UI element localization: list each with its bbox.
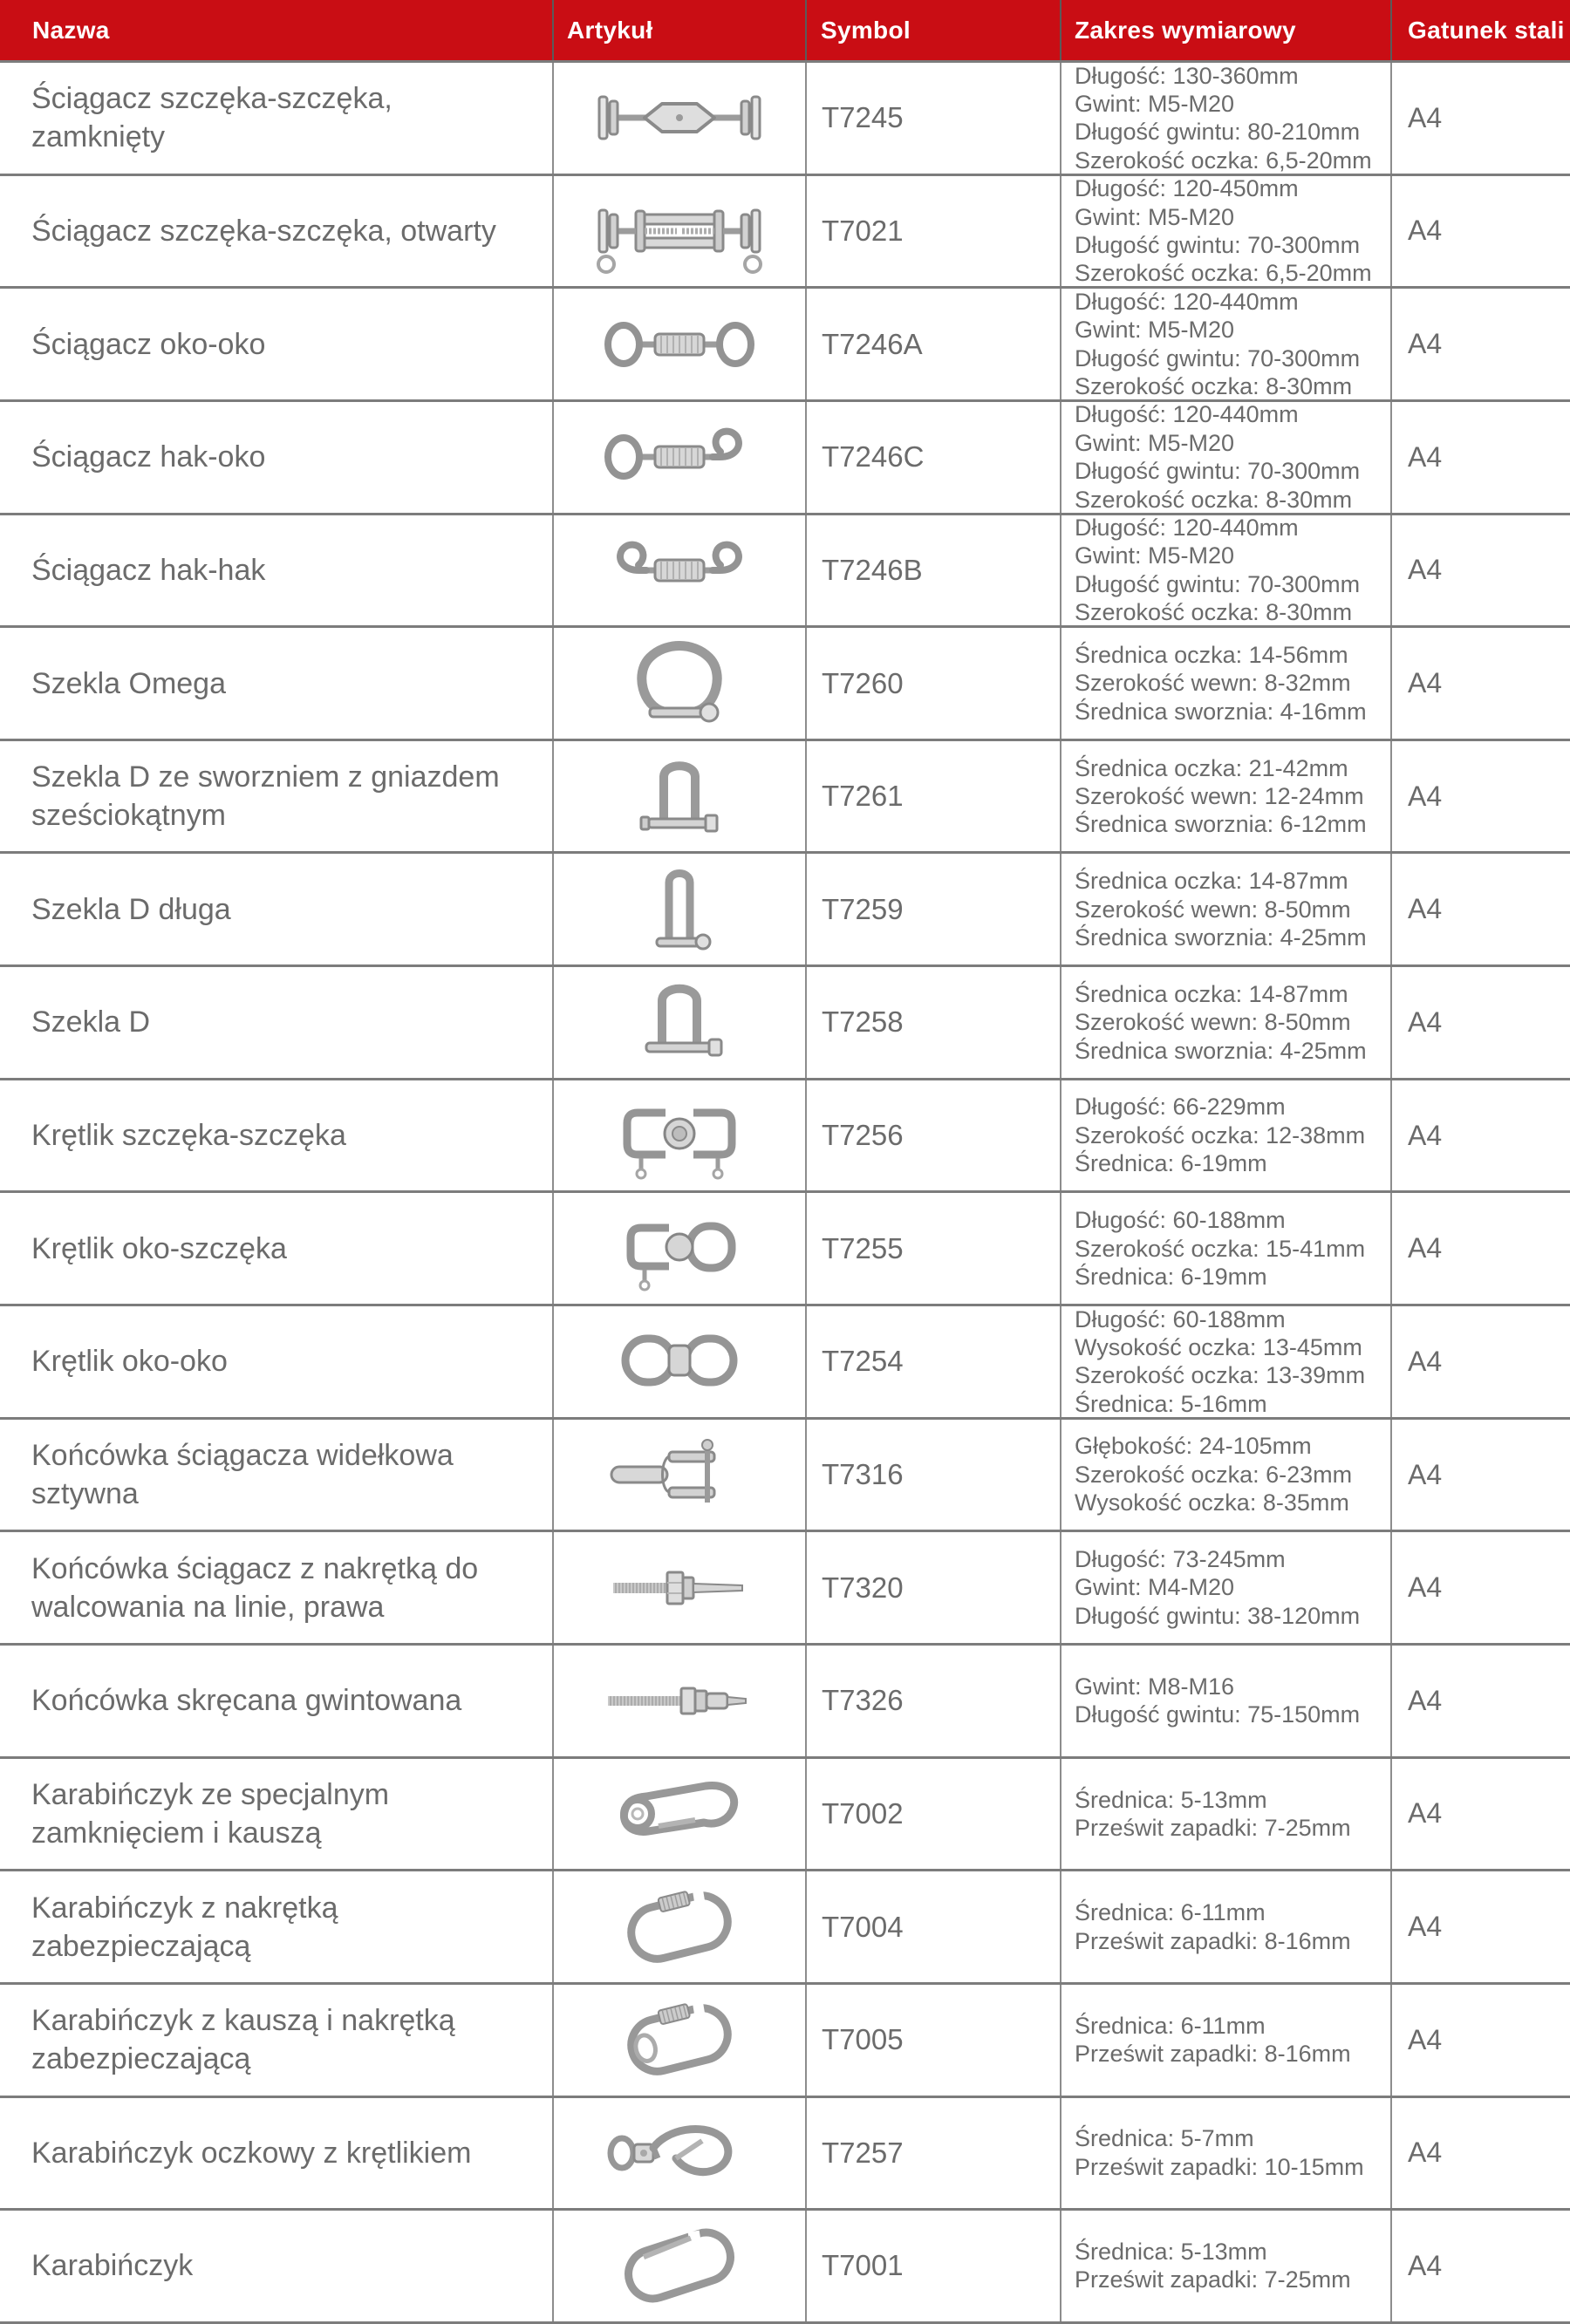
product-name: Szekla D ze sworzniem z gniazdem sześciokątnym: [31, 760, 500, 833]
symbol-cell: [807, 2211, 1061, 2321]
spec-line: Średnica: 5-16mm: [1075, 1390, 1267, 1417]
spec-list: [1075, 1306, 1365, 1417]
spec-line: Długość: 120-440mm: [1075, 515, 1299, 542]
spec-line: Prześwit zapadki: 7-25mm: [1075, 1814, 1351, 1841]
steel-grade: A4: [1408, 215, 1443, 247]
table-row: [0, 1759, 1570, 1872]
spec-line: Długość: 130-360mm: [1075, 63, 1299, 89]
image-cell: [554, 628, 807, 739]
spec-line: Średnica: 5-7mm: [1075, 2125, 1254, 2152]
steel-grade-cell: [1392, 1985, 1570, 2096]
column-header-symbol: Symbol: [807, 0, 1061, 60]
dimensions-cell: [1061, 1420, 1392, 1530]
symbol-cell: [807, 854, 1061, 964]
steel-grade: A4: [1408, 1458, 1443, 1490]
spec-list: [1075, 1093, 1365, 1177]
turnbuckle-hook-hook-image: [586, 521, 773, 619]
symbol-cell: [807, 1193, 1061, 1304]
shackle-d-image: [586, 973, 773, 1071]
product-symbol: T7255: [822, 1231, 904, 1264]
dimensions-cell: [1061, 741, 1392, 852]
symbol-cell: [807, 515, 1061, 626]
product-symbol: T7005: [822, 2023, 904, 2056]
product-name: Końcówka ściągacza widełkowa sztywna: [31, 1439, 454, 1510]
name-cell: [0, 854, 554, 964]
image-cell: [554, 515, 807, 626]
product-name: Ściągacz szczęka-szczęka, zamknięty: [31, 82, 392, 154]
product-symbol: T7002: [822, 1796, 904, 1830]
product-symbol: T7257: [822, 2136, 904, 2169]
image-cell: [554, 1871, 807, 1982]
product-symbol: T7001: [822, 2249, 904, 2282]
spec-line: Gwint: M5-M20: [1075, 542, 1235, 569]
product-symbol: T7246A: [822, 327, 923, 360]
spec-list: [1075, 515, 1360, 626]
spec-line: Szerokość wewn: 8-50mm: [1075, 1009, 1351, 1036]
spec-line: Długość: 120-450mm: [1075, 175, 1299, 202]
name-cell: [0, 402, 554, 513]
spec-line: Szerokość oczka: 8-30mm: [1075, 599, 1353, 626]
steel-grade: A4: [1408, 328, 1443, 360]
steel-grade: A4: [1408, 780, 1443, 812]
image-cell: [554, 402, 807, 513]
steel-grade: A4: [1408, 1345, 1443, 1377]
symbol-cell: [807, 1985, 1061, 2096]
steel-grade-cell: [1392, 1532, 1570, 1643]
spec-line: Długość: 120-440mm: [1075, 289, 1299, 315]
spec-line: Wysokość oczka: 13-45mm: [1075, 1333, 1362, 1360]
spec-line: Długość: 120-440mm: [1075, 401, 1299, 428]
name-cell: [0, 1193, 554, 1304]
name-cell: [0, 1306, 554, 1417]
spec-line: Długość: 60-188mm: [1075, 1306, 1286, 1332]
name-cell: [0, 1646, 554, 1756]
dimensions-cell: [1061, 1646, 1392, 1756]
spec-list: [1075, 63, 1372, 174]
carabiner-image: [586, 2217, 773, 2314]
steel-grade-cell: [1392, 967, 1570, 1078]
name-cell: [0, 1080, 554, 1191]
spec-line: Długość gwintu: 80-210mm: [1075, 119, 1361, 146]
product-symbol: T7004: [822, 1910, 904, 1943]
name-cell: [0, 176, 554, 287]
turnbuckle-jaw-jaw-closed-image: [586, 69, 773, 167]
steel-grade: A4: [1408, 1005, 1443, 1038]
spec-line: Gwint: M5-M20: [1075, 429, 1235, 456]
spec-line: Średnica sworznia: 4-25mm: [1075, 924, 1367, 951]
product-symbol: T7256: [822, 1119, 904, 1152]
spec-line: Szerokość oczka: 6-23mm: [1075, 1461, 1353, 1488]
symbol-cell: [807, 1420, 1061, 1530]
product-symbol: T7246C: [822, 440, 925, 474]
steel-grade-cell: [1392, 176, 1570, 287]
dimensions-cell: [1061, 176, 1392, 287]
product-symbol: T7246B: [822, 553, 923, 586]
spec-list: [1075, 1673, 1360, 1729]
product-symbol: T7021: [822, 214, 904, 247]
spec-line: Gwint: M5-M20: [1075, 90, 1235, 117]
image-cell: [554, 1646, 807, 1756]
steel-grade: A4: [1408, 1232, 1443, 1264]
steel-grade: A4: [1408, 1797, 1443, 1830]
spec-line: Szerokość oczka: 6,5-20mm: [1075, 260, 1372, 287]
column-header-zakres: Zakres wymiarowy: [1061, 0, 1392, 60]
dimensions-cell: [1061, 1871, 1392, 1982]
product-name: Karabińczyk oczkowy z krętlikiem: [31, 2136, 472, 2170]
symbol-cell: [807, 628, 1061, 739]
dimensions-cell: [1061, 967, 1392, 1078]
name-cell: [0, 1420, 554, 1530]
product-name: Końcówka skręcana gwintowana: [31, 1684, 462, 1718]
product-name: Karabińczyk: [31, 2249, 194, 2283]
dimensions-cell: [1061, 63, 1392, 174]
shackle-d-hex-pin-image: [586, 747, 773, 845]
dimensions-cell: [1061, 1759, 1392, 1870]
spec-line: Długość: 73-245mm: [1075, 1546, 1286, 1573]
product-name: Szekla D długa: [31, 892, 231, 926]
table-row: [0, 1871, 1570, 1985]
steel-grade-cell: [1392, 402, 1570, 513]
spec-list: [1075, 641, 1367, 726]
spec-list: [1075, 1432, 1352, 1516]
dimensions-cell: [1061, 628, 1392, 739]
symbol-cell: [807, 1759, 1061, 1870]
steel-grade-cell: [1392, 1193, 1570, 1304]
spec-line: Średnica: 6-11mm: [1075, 2012, 1266, 2039]
spec-line: Długość: 60-188mm: [1075, 1207, 1286, 1234]
spec-line: Gwint: M8-M16: [1075, 1673, 1235, 1700]
symbol-cell: [807, 289, 1061, 399]
table-header-row: [0, 0, 1570, 63]
dimensions-cell: [1061, 1985, 1392, 2096]
spec-line: Prześwit zapadki: 8-16mm: [1075, 1927, 1351, 1954]
name-cell: [0, 63, 554, 174]
steel-grade-cell: [1392, 2211, 1570, 2321]
table-row: [0, 176, 1570, 290]
snap-hook-swivel-eye-image: [586, 2104, 773, 2202]
symbol-cell: [807, 1532, 1061, 1643]
dimensions-cell: [1061, 1306, 1392, 1417]
spec-line: Średnica sworznia: 4-16mm: [1075, 698, 1367, 725]
product-name: Końcówka ściągacz z nakrętką do walcowania na linie, prawa: [31, 1551, 479, 1624]
steel-grade-cell: [1392, 628, 1570, 739]
product-name: Szekla D: [31, 1005, 151, 1039]
spec-line: Prześwit zapadki: 7-25mm: [1075, 2266, 1351, 2293]
spec-line: Szerokość wewn: 8-32mm: [1075, 670, 1351, 697]
table-row: [0, 402, 1570, 515]
carabiner-thimble-image: [586, 1765, 773, 1863]
steel-grade-cell: [1392, 1759, 1570, 1870]
spec-list: [1075, 1206, 1365, 1291]
dimensions-cell: [1061, 515, 1392, 626]
image-cell: [554, 1080, 807, 1191]
spec-list: [1075, 402, 1360, 513]
spec-list: [1075, 289, 1360, 399]
column-header-artykul: Artykuł: [554, 0, 807, 60]
table-row: [0, 2098, 1570, 2212]
dimensions-cell: [1061, 854, 1392, 964]
spec-line: Prześwit zapadki: 10-15mm: [1075, 2153, 1364, 2180]
steel-grade-cell: [1392, 2098, 1570, 2209]
product-name: Krętlik oko-oko: [31, 1345, 228, 1379]
product-symbol: T7259: [822, 892, 904, 925]
steel-grade-cell: [1392, 1646, 1570, 1756]
table-row: [0, 1193, 1570, 1306]
column-header-gatunek: Gatunek stali: [1408, 16, 1565, 44]
spec-line: Średnica oczka: 14-56mm: [1075, 641, 1348, 668]
spec-list: [1075, 867, 1367, 951]
steel-grade-cell: [1392, 289, 1570, 399]
product-symbol: T7261: [822, 780, 904, 813]
steel-grade-cell: [1392, 1080, 1570, 1191]
product-name: Szekla Omega: [31, 666, 226, 700]
spec-list: [1075, 2012, 1351, 2068]
shackle-d-long-image: [586, 861, 773, 958]
product-symbol: T7260: [822, 666, 904, 699]
name-cell: [0, 1871, 554, 1982]
dimensions-cell: [1061, 289, 1392, 399]
spec-line: Głębokość: 24-105mm: [1075, 1433, 1312, 1460]
steel-grade: A4: [1408, 1119, 1443, 1151]
table-row: [0, 2211, 1570, 2324]
spec-line: Wysokość oczka: 8-35mm: [1075, 1489, 1349, 1516]
spec-line: Szerokość oczka: 8-30mm: [1075, 486, 1353, 513]
symbol-cell: [807, 1306, 1061, 1417]
spec-list: [1075, 980, 1367, 1065]
dimensions-cell: [1061, 2211, 1392, 2321]
spec-line: Długość: 66-229mm: [1075, 1094, 1286, 1121]
column-header-nazwa: Nazwa: [0, 0, 554, 60]
dimensions-cell: [1061, 1193, 1392, 1304]
image-cell: [554, 967, 807, 1078]
dimensions-cell: [1061, 1080, 1392, 1191]
spec-list: [1075, 2124, 1364, 2181]
table-row: [0, 967, 1570, 1080]
product-name: Karabińczyk ze specjalnym zamknięciem i kauszą: [31, 1777, 390, 1850]
table-row: [0, 854, 1570, 967]
name-cell: [0, 289, 554, 399]
spec-line: Długość gwintu: 75-150mm: [1075, 1701, 1361, 1728]
symbol-cell: [807, 741, 1061, 852]
spec-line: Długość gwintu: 70-300mm: [1075, 344, 1361, 371]
shackle-bow-image: [586, 635, 773, 733]
product-name: Ściągacz hak-hak: [31, 553, 266, 587]
image-cell: [554, 1306, 807, 1417]
steel-grade: A4: [1408, 101, 1443, 133]
image-cell: [554, 1193, 807, 1304]
spec-line: Szerokość oczka: 8-30mm: [1075, 373, 1353, 399]
spec-list: [1075, 2238, 1351, 2294]
name-cell: [0, 2098, 554, 2209]
product-symbol: T7326: [822, 1684, 904, 1717]
product-symbol: T7254: [822, 1345, 904, 1378]
product-name: Ściągacz hak-oko: [31, 440, 266, 474]
product-symbol: T7320: [822, 1571, 904, 1604]
turnbuckle-jaw-jaw-open-image: [586, 182, 773, 280]
spec-line: Gwint: M5-M20: [1075, 317, 1235, 344]
spec-line: Szerokość oczka: 13-39mm: [1075, 1362, 1366, 1389]
name-cell: [0, 1532, 554, 1643]
steel-grade: A4: [1408, 554, 1443, 586]
product-symbol: T7316: [822, 1458, 904, 1490]
name-cell: [0, 741, 554, 852]
spec-line: Długość gwintu: 70-300mm: [1075, 231, 1361, 258]
product-name: Karabińczyk z kauszą i nakrętką zabezpieczającą: [31, 2004, 455, 2076]
image-cell: [554, 63, 807, 174]
image-cell: [554, 2211, 807, 2321]
steel-grade: A4: [1408, 667, 1443, 699]
swivel-eye-jaw-image: [586, 1200, 773, 1298]
carabiner-locknut-image: [586, 1878, 773, 1976]
symbol-cell: [807, 1080, 1061, 1191]
spec-line: Średnica: 6-19mm: [1075, 1263, 1267, 1290]
spec-list: [1075, 176, 1372, 287]
spec-line: Średnica: 5-13mm: [1075, 1786, 1267, 1813]
spec-line: Gwint: M4-M20: [1075, 1574, 1235, 1601]
image-cell: [554, 176, 807, 287]
product-name: Ściągacz szczęka-szczęka, otwarty: [31, 214, 496, 248]
spec-list: [1075, 754, 1367, 839]
turnbuckle-eye-eye-image: [586, 296, 773, 393]
steel-grade: A4: [1408, 440, 1443, 473]
spec-line: Szerokość oczka: 15-41mm: [1075, 1235, 1366, 1262]
spec-line: Średnica: 5-13mm: [1075, 2239, 1267, 2266]
spec-list: [1075, 1898, 1351, 1955]
product-name: Karabińczyk z nakrętką zabezpieczającą: [31, 1891, 338, 1963]
table-row: [0, 741, 1570, 855]
spec-line: Średnica sworznia: 4-25mm: [1075, 1037, 1367, 1064]
table-body: [0, 63, 1570, 2324]
table-row: [0, 1306, 1570, 1420]
table-row: [0, 1646, 1570, 1759]
steel-grade: A4: [1408, 1571, 1443, 1604]
symbol-cell: [807, 63, 1061, 174]
swage-stud-nut-image: [586, 1539, 773, 1637]
table-row: [0, 1985, 1570, 2098]
spec-list: [1075, 1786, 1351, 1843]
symbol-cell: [807, 2098, 1061, 2209]
table-row: [0, 63, 1570, 176]
spec-line: Średnica oczka: 14-87mm: [1075, 868, 1348, 895]
swivel-jaw-jaw-image: [586, 1087, 773, 1184]
steel-grade-cell: [1392, 854, 1570, 964]
carabiner-thimble-locknut-image: [586, 1991, 773, 2089]
steel-grade-cell: [1392, 741, 1570, 852]
symbol-cell: [807, 402, 1061, 513]
table-row: [0, 289, 1570, 402]
image-cell: [554, 854, 807, 964]
image-cell: [554, 741, 807, 852]
table-row: [0, 1532, 1570, 1646]
dimensions-cell: [1061, 1532, 1392, 1643]
product-name: Krętlik oko-szczęka: [31, 1231, 287, 1265]
dimensions-cell: [1061, 2098, 1392, 2209]
steel-grade: A4: [1408, 2023, 1443, 2055]
steel-grade: A4: [1408, 1684, 1443, 1716]
name-cell: [0, 967, 554, 1078]
product-symbol: T7245: [822, 101, 904, 134]
steel-grade-cell: [1392, 1306, 1570, 1417]
symbol-cell: [807, 1871, 1061, 1982]
image-cell: [554, 1532, 807, 1643]
spec-list: [1075, 1545, 1360, 1630]
spec-line: Średnica oczka: 21-42mm: [1075, 754, 1348, 781]
name-cell: [0, 1759, 554, 1870]
spec-line: Szerokość wewn: 8-50mm: [1075, 896, 1351, 923]
symbol-cell: [807, 176, 1061, 287]
steel-grade-cell: [1392, 1871, 1570, 1982]
product-name: Krętlik szczęka-szczęka: [31, 1119, 346, 1153]
spec-line: Długość gwintu: 38-120mm: [1075, 1602, 1361, 1629]
dimensions-cell: [1061, 402, 1392, 513]
image-cell: [554, 2098, 807, 2209]
product-name: Ściągacz oko-oko: [31, 327, 266, 361]
spec-line: Szerokość oczka: 12-38mm: [1075, 1121, 1366, 1148]
name-cell: [0, 628, 554, 739]
spec-line: Prześwit zapadki: 8-16mm: [1075, 2041, 1351, 2068]
steel-grade: A4: [1408, 893, 1443, 925]
fork-terminal-image: [586, 1426, 773, 1523]
steel-grade: A4: [1408, 2249, 1443, 2281]
table-row: [0, 1080, 1570, 1194]
table-row: [0, 628, 1570, 741]
steel-grade-cell: [1392, 1420, 1570, 1530]
image-cell: [554, 1420, 807, 1530]
threaded-terminal-image: [586, 1652, 773, 1749]
swivel-eye-eye-image: [586, 1312, 773, 1410]
spec-line: Długość gwintu: 70-300mm: [1075, 570, 1361, 597]
turnbuckle-hook-eye-image: [586, 408, 773, 506]
spec-line: Szerokość wewn: 12-24mm: [1075, 782, 1364, 809]
symbol-cell: [807, 967, 1061, 1078]
steel-grade: A4: [1408, 2137, 1443, 2169]
image-cell: [554, 1985, 807, 2096]
spec-line: Średnica sworznia: 6-12mm: [1075, 811, 1367, 838]
image-cell: [554, 289, 807, 399]
name-cell: [0, 515, 554, 626]
spec-line: Średnica oczka: 14-87mm: [1075, 980, 1348, 1007]
image-cell: [554, 1759, 807, 1870]
spec-line: Średnica: 6-19mm: [1075, 1150, 1267, 1177]
steel-grade-cell: [1392, 63, 1570, 174]
name-cell: [0, 2211, 554, 2321]
spec-line: Szerokość oczka: 6,5-20mm: [1075, 147, 1372, 174]
symbol-cell: [807, 1646, 1061, 1756]
product-symbol: T7258: [822, 1005, 904, 1039]
steel-grade: A4: [1408, 1911, 1443, 1943]
name-cell: [0, 1985, 554, 2096]
steel-grade-cell: [1392, 515, 1570, 626]
table-row: [0, 1420, 1570, 1533]
table-row: [0, 515, 1570, 629]
spec-line: Gwint: M5-M20: [1075, 203, 1235, 230]
spec-line: Długość gwintu: 70-300mm: [1075, 458, 1361, 485]
spec-line: Średnica: 6-11mm: [1075, 1899, 1266, 1926]
